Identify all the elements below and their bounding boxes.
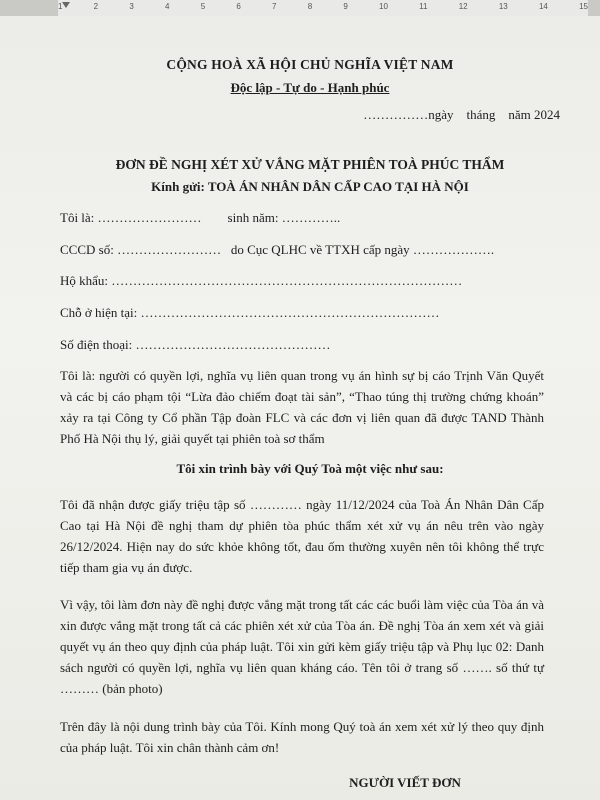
ruler-mark: 5 — [200, 2, 206, 11]
section-heading: Tôi xin trình bày với Quý Toà một việc như sau: — [176, 461, 444, 476]
ruler-mark: 6 — [236, 2, 241, 11]
intro-paragraph: Tôi là: người có quyền lợi, nghĩa vụ liên quan trong vụ án hình sự bị cáo Trịnh Văn Quyết và các bị cáo phạm tội “Lừa đảo chiếm đoạt tài sản”, “Thao túng thị trường chứng khoán” xảy ra tại Công ty Cổ phần Tập đoàn FLC và các đơn vị liên quan đã được TAND Thành Phố Hà Nội thụ lý, giải quyết tại phiên toà sơ thẩm — [60, 368, 544, 446]
ruler-mark: 4 — [165, 2, 170, 11]
document-title: ĐƠN ĐỀ NGHỊ XÉT XỬ VẮNG MẶT PHIÊN TOÀ PHÚC THẨM — [115, 157, 505, 172]
ruler-mark: 2 — [93, 2, 99, 11]
ruler-margin-left — [0, 0, 58, 16]
ruler-mark: 14 — [538, 2, 548, 11]
ruler-mark: 3 — [129, 2, 134, 11]
date-line: ……………ngày tháng năm 2024 — [363, 107, 560, 122]
ruler-mark: 7 — [272, 2, 277, 11]
field-name: Tôi là: …………………… sinh năm: ………….. — [60, 210, 341, 225]
field-household: Hộ khẩu: ……………………………………………………………………… — [60, 273, 463, 288]
nation-heading: CỘNG HOÀ XÃ HỘI CHỦ NGHĨA VIỆT NAM — [166, 57, 454, 72]
ruler-mark: 13 — [498, 2, 508, 11]
ruler-mark: 8 — [307, 2, 313, 11]
field-id: CCCD số: …………………… do Cục QLHC về TTXH cấp ngày ………………. — [60, 242, 495, 257]
ruler-mark: 1 — [58, 2, 63, 11]
ruler-numbers — [58, 2, 588, 14]
recipient-line: Kính gửi: TOÀ ÁN NHÂN DÂN CẤP CAO TẠI HÀ NỘI — [151, 179, 469, 194]
ruler — [0, 0, 600, 17]
ruler-mark: 10 — [379, 2, 388, 11]
paragraph-3: Trên đây là nội dung trình bày của Tôi. Kính mong Quý toà án xem xét xử lý theo quy định của pháp luật. Tôi xin chân thành cảm ơn! — [60, 719, 544, 755]
ruler-mark: 11 — [419, 2, 428, 11]
ruler-mark: 15 — [579, 2, 588, 11]
motto: Độc lập - Tự do - Hạnh phúc — [230, 80, 390, 95]
field-phone: Số điện thoại: ……………………………………… — [60, 337, 331, 352]
paragraph-2: Vì vậy, tôi làm đơn này đề nghị được vắng mặt trong tất các các buổi làm việc của Tòa án và xin được vắng mặt trong tất cả các phiên xét xử của Tòa án. Đề nghị Tòa án xem xét và giải quyết vụ án theo quy định của pháp luật. Tôi xin gửi kèm giấy triệu tập và Phụ lục 02: Danh sách người có quyền lợi, nghĩa vụ liên quan kháng cáo. Tên tôi ở trang số ……. số thứ tự ……… (bản photo) — [60, 597, 544, 696]
paragraph-1: Tôi đã nhận được giấy triệu tập số ………… ngày 11/12/2024 của Toà Án Nhân Dân Cấp Cao tại Hà Nội đề nghị tham dự phiên tòa phúc thẩm xét xử vụ án nêu trên vào ngày 26/12/2024. Hiện nay do sức khỏe không tốt, đau ốm thường xuyên nên tôi không thể trực tiếp tham gia vụ án được. — [60, 497, 544, 575]
ruler-margin-right — [588, 0, 600, 16]
ruler-mark: 12 — [458, 2, 468, 11]
field-address: Chỗ ở hiện tại: …………………………………………………………… — [60, 305, 440, 320]
ruler-mark: 9 — [343, 2, 348, 11]
signer-label: NGƯỜI VIẾT ĐƠN — [349, 775, 461, 790]
document-page[interactable] — [0, 16, 600, 800]
